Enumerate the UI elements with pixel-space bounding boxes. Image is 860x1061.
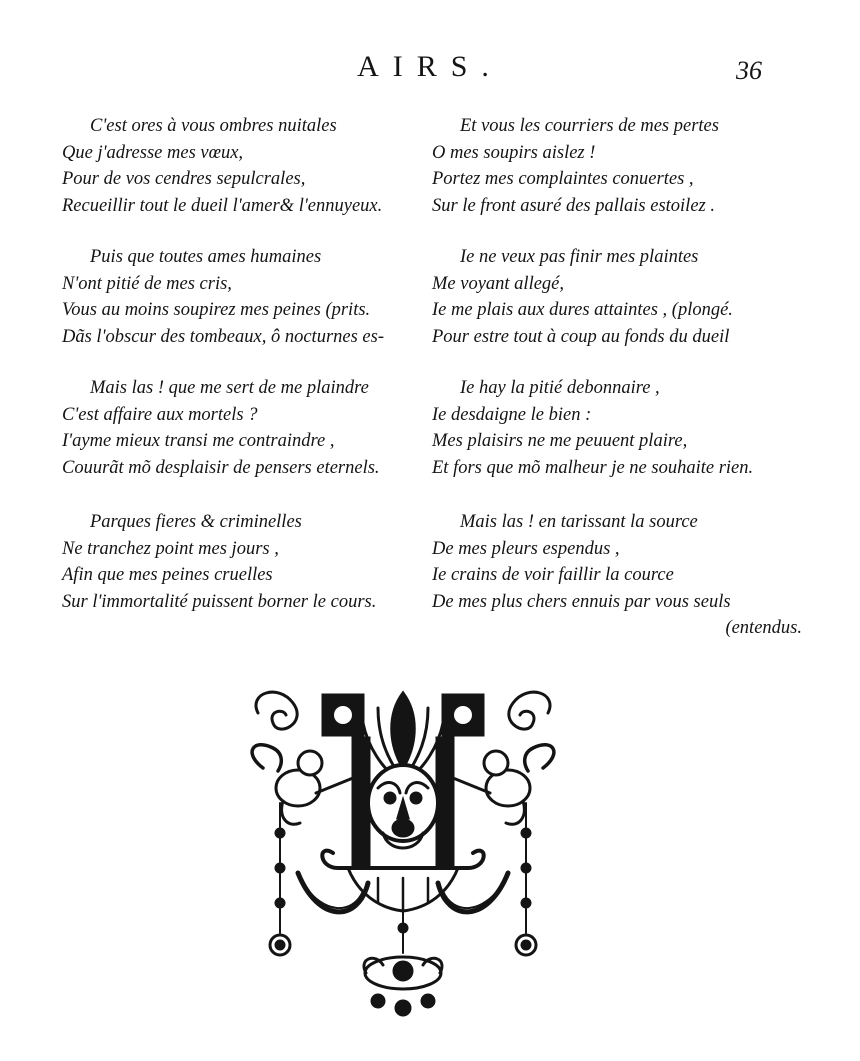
verse-line: Vous au moins soupirez mes peines (prits. xyxy=(62,300,371,320)
verse-line: Ie crains de voir faillir la cource xyxy=(432,565,674,585)
verse-line: Que j'adresse mes vœux, xyxy=(62,142,244,163)
verse-line: Et fors que mõ malheur je ne souhaite rien. xyxy=(432,457,754,478)
verse-line: Ne tranchez point mes jours , xyxy=(62,538,279,559)
verse-line: Ie ne veux pas finir mes plaintes xyxy=(460,247,699,267)
verse-line: Mais las ! que me sert de me plaindre xyxy=(90,378,369,398)
verse-line: Ie me plais aux dures attaintes , (plongé. xyxy=(432,300,733,320)
stanza-right-2 xyxy=(432,244,802,350)
verse-line: Pour de vos cendres sepulcrales, xyxy=(62,169,306,189)
stanza-left-3 xyxy=(62,375,432,481)
verse-line: Ie desdaigne le bien : xyxy=(432,404,592,425)
stanza-left-1 xyxy=(62,113,432,219)
verse-line: Ie hay la pitié debonnaire , xyxy=(460,378,660,398)
verse-line: Afin que mes peines cruelles xyxy=(62,565,273,585)
verse-line: Couurãt mõ desplaisir de pensers eternels. xyxy=(62,457,380,478)
stanza-right-4 xyxy=(432,509,802,642)
stanza-left-2 xyxy=(62,244,432,350)
verse-line: C'est affaire aux mortels ? xyxy=(62,404,258,425)
verse-line: Mes plaisirs ne me peuuent plaire, xyxy=(432,431,688,451)
verse-line: Parques fieres & criminelles xyxy=(90,512,302,532)
verse-line: Dãs l'obscur des tombeaux, ô nocturnes es- xyxy=(62,326,385,347)
stanza-right-1 xyxy=(432,113,802,219)
verse-line: Et vous les courriers de mes pertes xyxy=(460,116,719,136)
verse-line: Sur l'immortalité puissent borner le cours. xyxy=(62,591,377,612)
verse-line: Sur le front asuré des pallais estoilez . xyxy=(432,195,715,216)
verse-line-continuation: (entendus. xyxy=(725,618,802,638)
woodcut-ornament xyxy=(238,683,568,1028)
verse-line: Me voyant allegé, xyxy=(432,273,565,294)
verse-line: Pour estre tout à coup au fonds du dueil xyxy=(432,326,730,347)
verse-line: O mes soupirs aislez ! xyxy=(432,142,596,163)
verse-line: Mais las ! en tarissant la source xyxy=(460,512,698,532)
page-number: 36 xyxy=(736,56,762,85)
page-title: AIRS. xyxy=(357,50,503,83)
verse-line: Recueillir tout le dueil l'amer& l'ennuyeux. xyxy=(62,195,383,216)
verse-line: De mes plus chers ennuis par vous seuls xyxy=(432,591,731,612)
verse-line: Puis que toutes ames humaines xyxy=(90,247,322,267)
verse-line: C'est ores à vous ombres nuitales xyxy=(90,116,337,136)
stanza-left-4 xyxy=(62,509,432,615)
verse-line: Portez mes complaintes conuertes , xyxy=(432,169,694,189)
verse-line: De mes pleurs espendus , xyxy=(432,538,620,559)
verse-line: I'ayme mieux transi me contraindre , xyxy=(62,431,335,451)
stanza-right-3 xyxy=(432,375,802,481)
verse-line: N'ont pitié de mes cris, xyxy=(62,273,232,294)
